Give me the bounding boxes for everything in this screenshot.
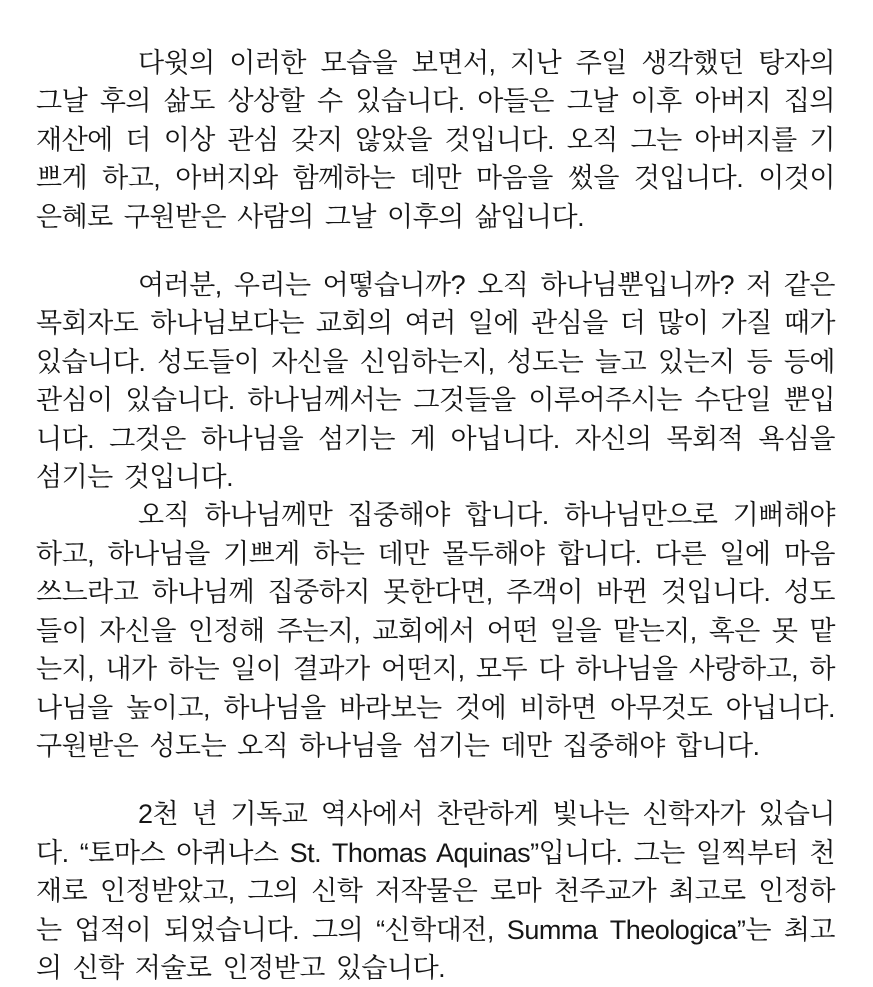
- paragraph-pastor-self-reflection: 여러분, 우리는 어떻습니까? 오직 하나님뿐입니까? 저 같은 목회자도 하나님보다는 교회의 여러 일에 관심을 더 많이 가질 때가 있습니다. 성도들이 자신을 신임하는지, 성도는 늘고 있는지 등 등에 관심이 있습니다. 하나님께서는 그것들을 이루어주시는 수단일 뿐입니다. 그것은 하나님을 섬기는 게 아닙니다. 자신의 목회적 욕심을 섬기는 것입니다.: [36, 270, 835, 493]
- paragraph-thomas-aquinas: 2천 년 기독교 역사에서 찬란하게 빛나는 신학자가 있습니다. “토마스 아퀴나스 St. Thomas Aquinas”입니다. 그는 일찍부터 천재로 인정받았고, 그의 신학 저작물은 로마 천주교가 최고로 인정하는 업적이 되었습니다. 그의 “신학대전, Summa Theologica”는 최고의 신학 저술로 인정받고 있습니다.: [36, 799, 835, 983]
- paragraph-prodigal-son-life: 다윗의 이러한 모습을 보면서, 지난 주일 생각했던 탕자의 그날 후의 삶도 상상할 수 있습니다. 아들은 그날 이후 아버지 집의 재산에 더 이상 관심 갖지 않았을 것입니다. 오직 그는 아버지를 기쁘게 하고, 아버지와 함께하는 데만 마음을 썼을 것입니다. 이것이 은혜로 구원받은 사람의 그날 이후의 삶입니다.: [36, 48, 835, 232]
- paragraph-focus-on-god: 오직 하나님께만 집중해야 합니다. 하나님만으로 기뻐해야 하고, 하나님을 기쁘게 하는 데만 몰두해야 합니다. 다른 일에 마음 쓰느라고 하나님께 집중하지 못한다면, 주객이 바뀐 것입니다. 성도들이 자신을 인정해 주는지, 교회에서 어떤 일을 맡는지, 혹은 못 맡는지, 내가 하는 일이 결과가 어떤지, 모두 다 하나님을 사랑하고, 하나님을 높이고, 하나님을 바라보는 것에 비하면 아무것도 아닙니다. 구원받은 성도는 오직 하나님을 섬기는 데만 집중해야 합니다.: [36, 500, 835, 761]
